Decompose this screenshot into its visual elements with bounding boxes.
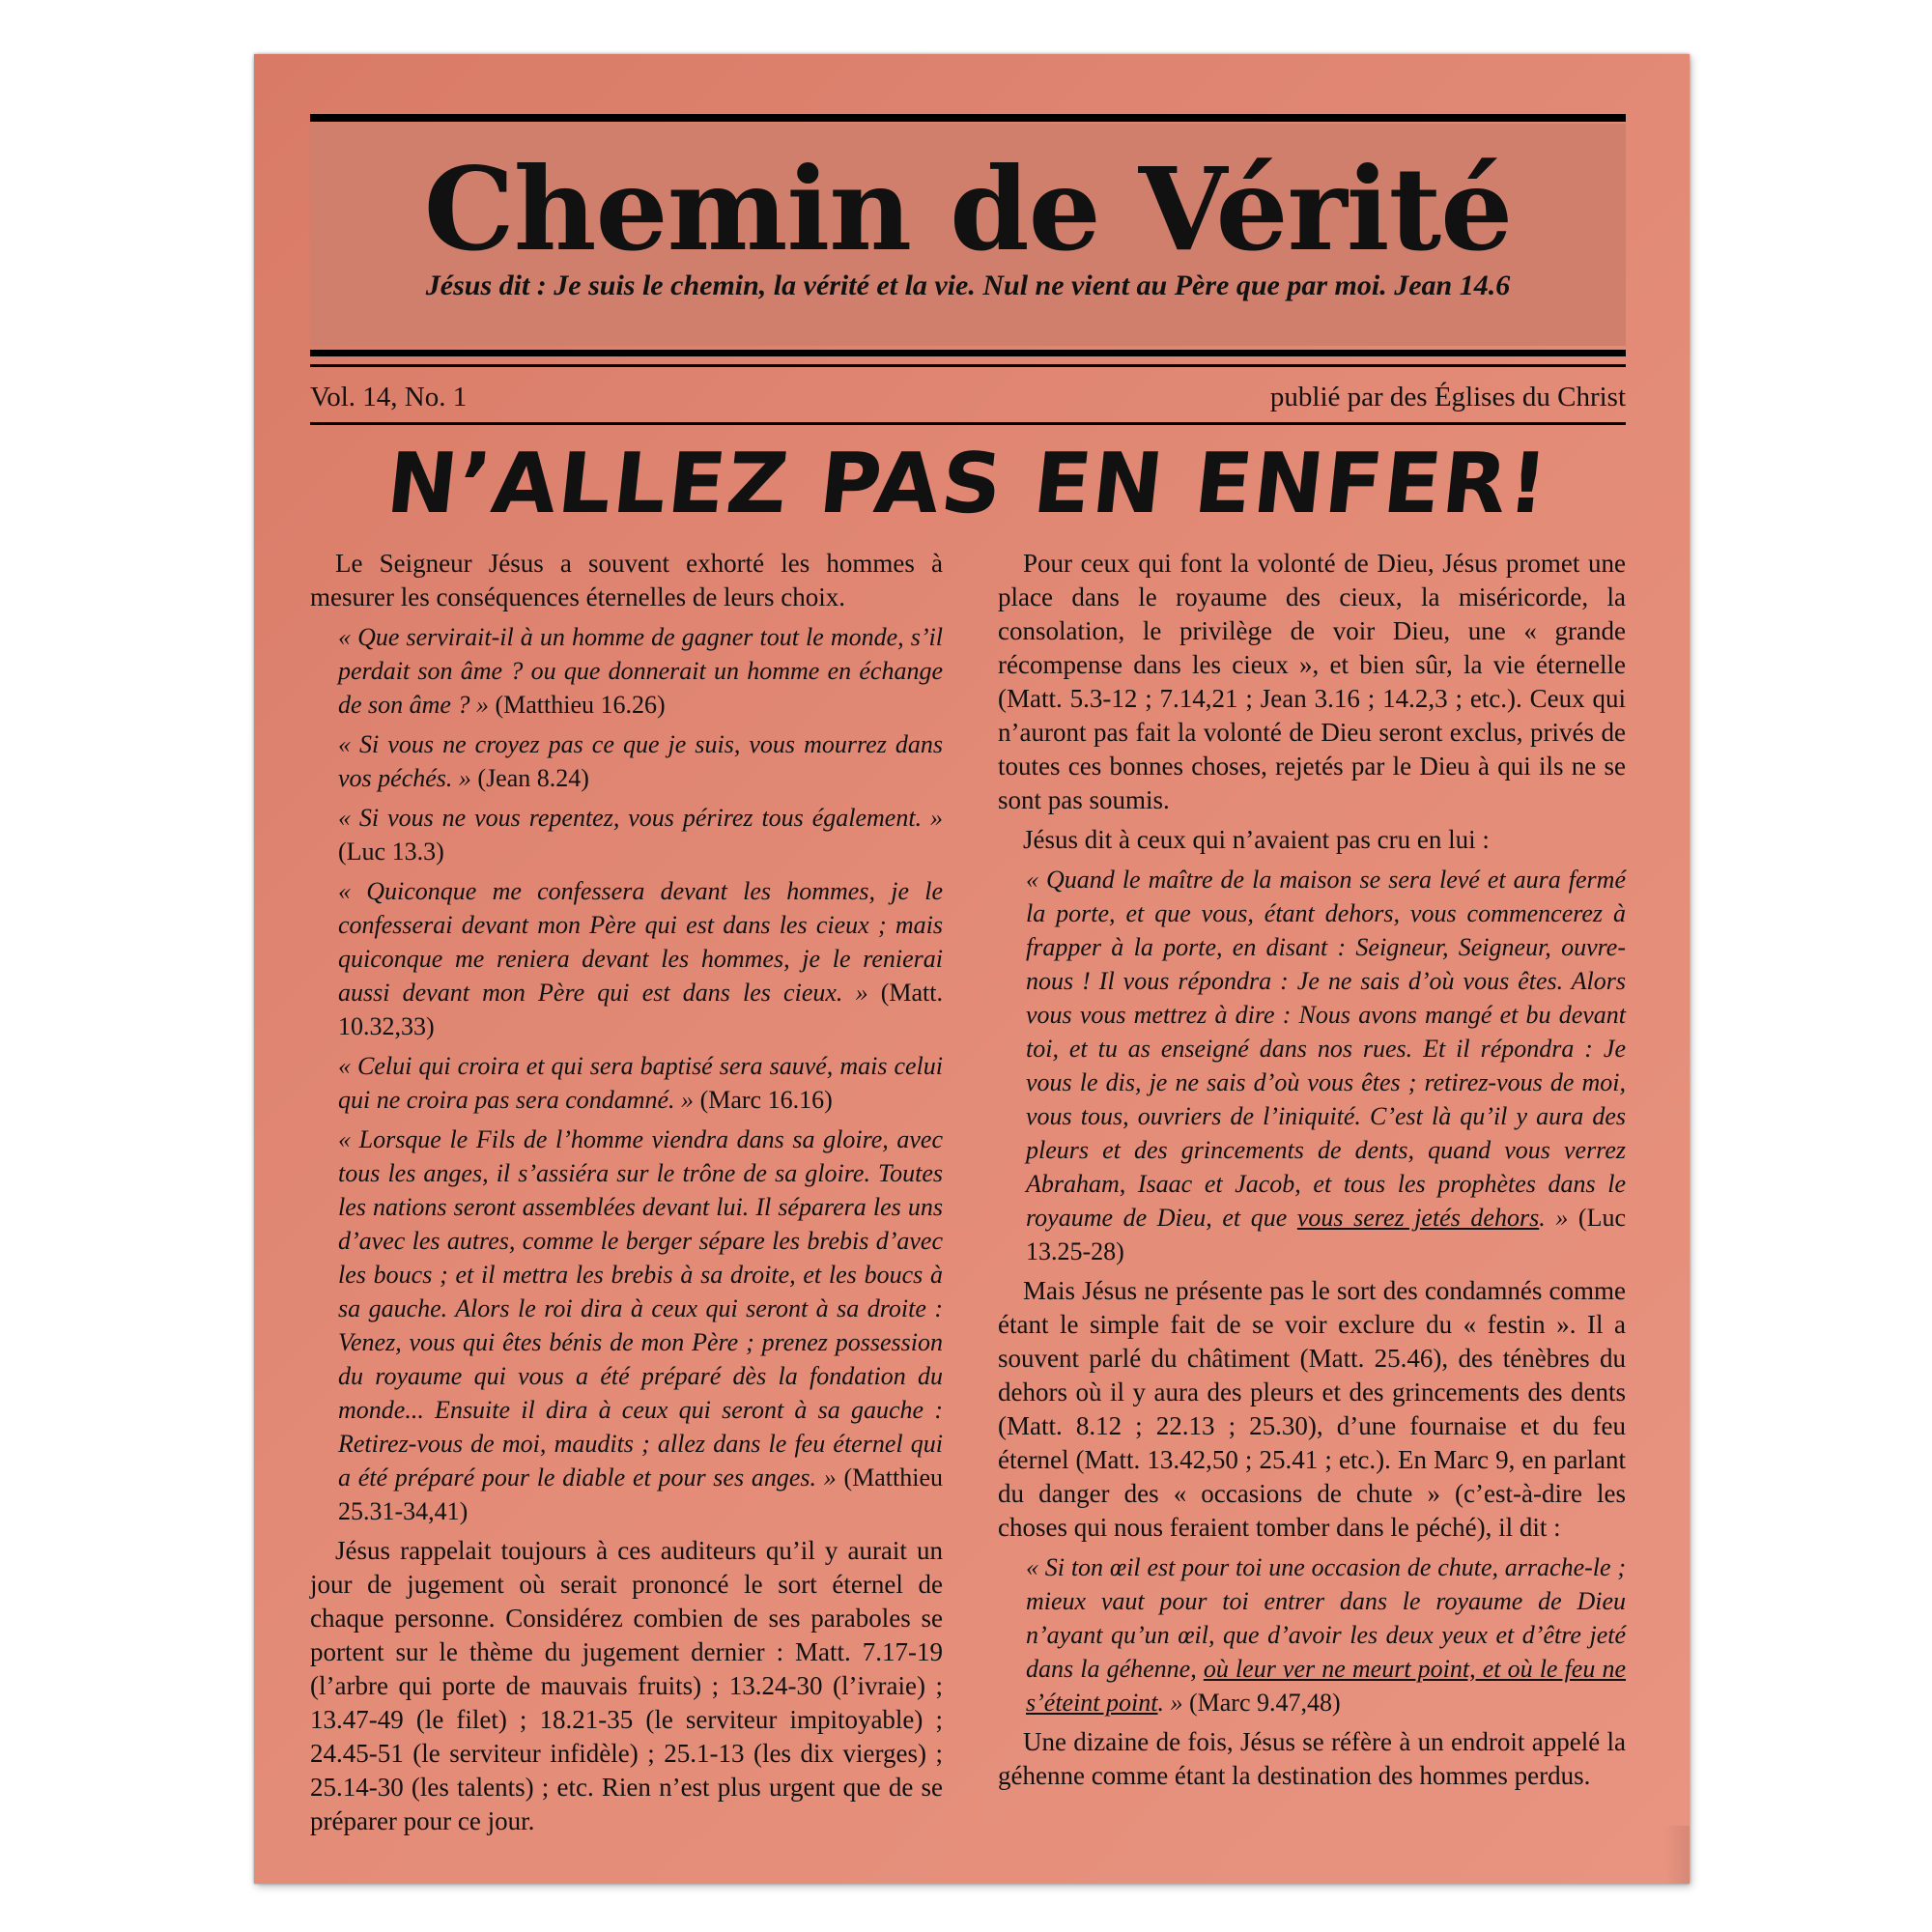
quote-text: « Que servirait-il à un homme de gagner tout le monde, s’il perdait son âme ? ou que donnerait un homme en échange de son âme ? » bbox=[338, 623, 943, 719]
masthead-top-rule bbox=[310, 114, 1626, 122]
masthead-bottom-rule bbox=[310, 350, 1626, 356]
quote-tail: . » bbox=[1157, 1689, 1183, 1717]
quote-reference: (Matt. 10.32,33) bbox=[338, 979, 944, 1040]
quote-underlined-text: vous serez jetés dehors bbox=[1296, 1204, 1540, 1232]
article-left-column bbox=[310, 547, 943, 1844]
quote-text: « Lorsque le Fils de l’homme viendra dans sa gloire, avec tous les anges, il s’assiéra sur le trône de sa gloire. Toutes les nations seront assemblées devant lui. Il séparera les uns d’avec les autres, comme le berger sépare les brebis d’avec les boucs ; et il mettra les brebis à sa droite, et les boucs à sa gauche. Alors le roi dira à ceux qui seront à sa droite : Venez, vous qui êtes bénis de mon Père ; prenez possession du royaume qui vous a été préparé dès la fondation du monde... Ensuite il dira à ceux qui seront à sa gauche : Retirez-vous de moi, maudits ; allez dans le feu éternel qui a été préparé pour le diable et pour ses anges. » bbox=[338, 1125, 943, 1492]
quote-reference: (Marc 9.47,48) bbox=[1182, 1689, 1341, 1717]
left-quote-6 bbox=[338, 1122, 943, 1528]
quote-reference: (Luc 13.3) bbox=[338, 838, 444, 866]
quote-text: « Si vous ne croyez pas ce que je suis, vous mourrez dans vos péchés. » bbox=[338, 730, 943, 792]
article-right-column bbox=[998, 547, 1626, 1799]
issue-top-rule bbox=[310, 364, 1626, 367]
left-quote-3 bbox=[338, 801, 943, 868]
left-quote-2 bbox=[338, 727, 943, 795]
left-paragraph-2: Jésus rappelait toujours à ces auditeurs qu’il y aurait un jour de jugement où serait prononcé le sort éternel de chaque personne. Considérez combien de ses paraboles se portent sur le thème du jugement dernier : Matt. 7.17-19 (l’arbre qui porte de mauvais fruits) ; 13.24-30 (l’ivraie) ; 13.47-49 (le filet) ; 18.21-35 (le serviteur impitoyable) ; 24.45-51 (le serviteur infidèle) ; 25.1-13 (les dix vierges) ; 25.14-30 (les talents) ; etc. Rien n’est plus urgent que de se préparer pour ce jour. bbox=[310, 1536, 943, 1835]
left-quote-4 bbox=[338, 874, 943, 1043]
right-paragraph-2: Jésus dit à ceux qui n’avaient pas cru en lui : bbox=[1023, 825, 1490, 854]
newsletter-page bbox=[254, 54, 1690, 1884]
quote-reference: (Matthieu 25.31-34,41) bbox=[338, 1463, 944, 1525]
issue-volume: Vol. 14, No. 1 bbox=[310, 382, 468, 412]
newsletter-title: Chemin de Vérité bbox=[423, 142, 1513, 276]
quote-text: « Quand le maître de la maison se sera levé et aura fermé la porte, et que vous, étant dehors, vous commencerez à frapper à la porte, en disant : Seigneur, Seigneur, ouvre-nous ! Il vous répondra : Je ne sais d’où vous êtes. Alors vous vous mettrez à dire : Nous avons mangé et bu devant toi, et tu as enseigné dans nos rues. Et il répondra : Je vous le dis, je ne sais d’où vous êtes ; retirez-vous de moi, vous tous, ouvriers de l’iniquité. C’est là qu’il y aura des pleurs et des grincements de dents, quand vous verrez Abraham, Isaac et Jacob, et tous les prophètes dans le royaume de Dieu, et que bbox=[1026, 866, 1626, 1232]
quote-text: « Si vous ne vous repentez, vous périrez tous également. » bbox=[338, 804, 943, 832]
right-paragraph-4: Une dizaine de fois, Jésus se réfère à un endroit appelé la géhenne comme étant la destination des hommes perdus. bbox=[998, 1727, 1626, 1790]
issue-publisher: publié par des Églises du Christ bbox=[1269, 382, 1626, 412]
quote-text: « Celui qui croira et qui sera baptisé sera sauvé, mais celui qui ne croira pas sera condamné. » bbox=[338, 1052, 943, 1114]
quote-text: « Quiconque me confessera devant les hommes, je le confesserai devant mon Père qui est dans les cieux ; mais quiconque me reniera devant les hommes, je le renierai aussi devant mon Père qui est dans les cieux. » bbox=[338, 877, 943, 1007]
quote-text: « Si ton œil est pour toi une occasion de chute, arrache-le ; mieux vaut pour toi entrer dans le royaume de Dieu n’ayant qu’un œil, que d’avoir les deux yeux et d’être jeté dans la géhenne, bbox=[1026, 1553, 1626, 1683]
right-quote-1 bbox=[1026, 863, 1626, 1268]
page-curl-shadow bbox=[1664, 1826, 1690, 1884]
right-paragraph-1: Pour ceux qui font la volonté de Dieu, Jésus promet une place dans le royaume des cieux, la miséricorde, la consolation, le privilège de voir Dieu, une « grande récompense dans les cieux », et bien sûr, la vie éternelle (Matt. 5.3-12 ; 7.14,21 ; Jean 3.16 ; 14.2,3 ; etc.). Ceux qui n’auront pas fait la volonté de Dieu seront exclus, privés de toutes ces bonnes choses, rejetés par le Dieu à qui ils ne se sont pas soumis. bbox=[998, 549, 1626, 814]
left-quote-1 bbox=[338, 620, 943, 722]
quote-reference: (Marc 16.16) bbox=[694, 1086, 833, 1114]
masthead-tagline: Jésus dit : Je suis le chemin, la vérité et la vie. Nul ne vient au Père que par moi. Jean 14.6 bbox=[425, 270, 1511, 301]
issue-bottom-rule bbox=[310, 422, 1626, 425]
quote-reference: (Luc 13.25-28) bbox=[1026, 1204, 1626, 1265]
right-quote-2 bbox=[1026, 1550, 1626, 1719]
left-paragraph-1: Le Seigneur Jésus a souvent exhorté les hommes à mesurer les conséquences éternelles de leurs choix. bbox=[310, 549, 943, 611]
quote-reference: (Matthieu 16.26) bbox=[488, 691, 666, 719]
right-paragraph-3: Mais Jésus ne présente pas le sort des condamnés comme étant le simple fait de se voir exclure du « festin ». Il a souvent parlé du châtiment (Matt. 25.46), des ténèbres du dehors où il y aura des pleurs et des grincements des dents (Matt. 8.12 ; 22.13 ; 25.30), d’une fournaise et du feu éternel (Matt. 13.42,50 ; 25.41 ; etc.). En Marc 9, en parlant du danger des « occasions de chute » (c’est-à-dire les choses qui nous feraient tomber dans le péché), il dit : bbox=[998, 1276, 1626, 1542]
quote-underlined-text: où leur ver ne meurt point, et où le feu ne s’éteint point bbox=[1026, 1655, 1626, 1717]
quote-tail: . » bbox=[1539, 1204, 1569, 1232]
article-headline: N’ALLEZ PAS EN ENFER! bbox=[382, 436, 1554, 532]
quote-reference: (Jean 8.24) bbox=[470, 764, 589, 792]
left-quote-5 bbox=[338, 1049, 943, 1117]
